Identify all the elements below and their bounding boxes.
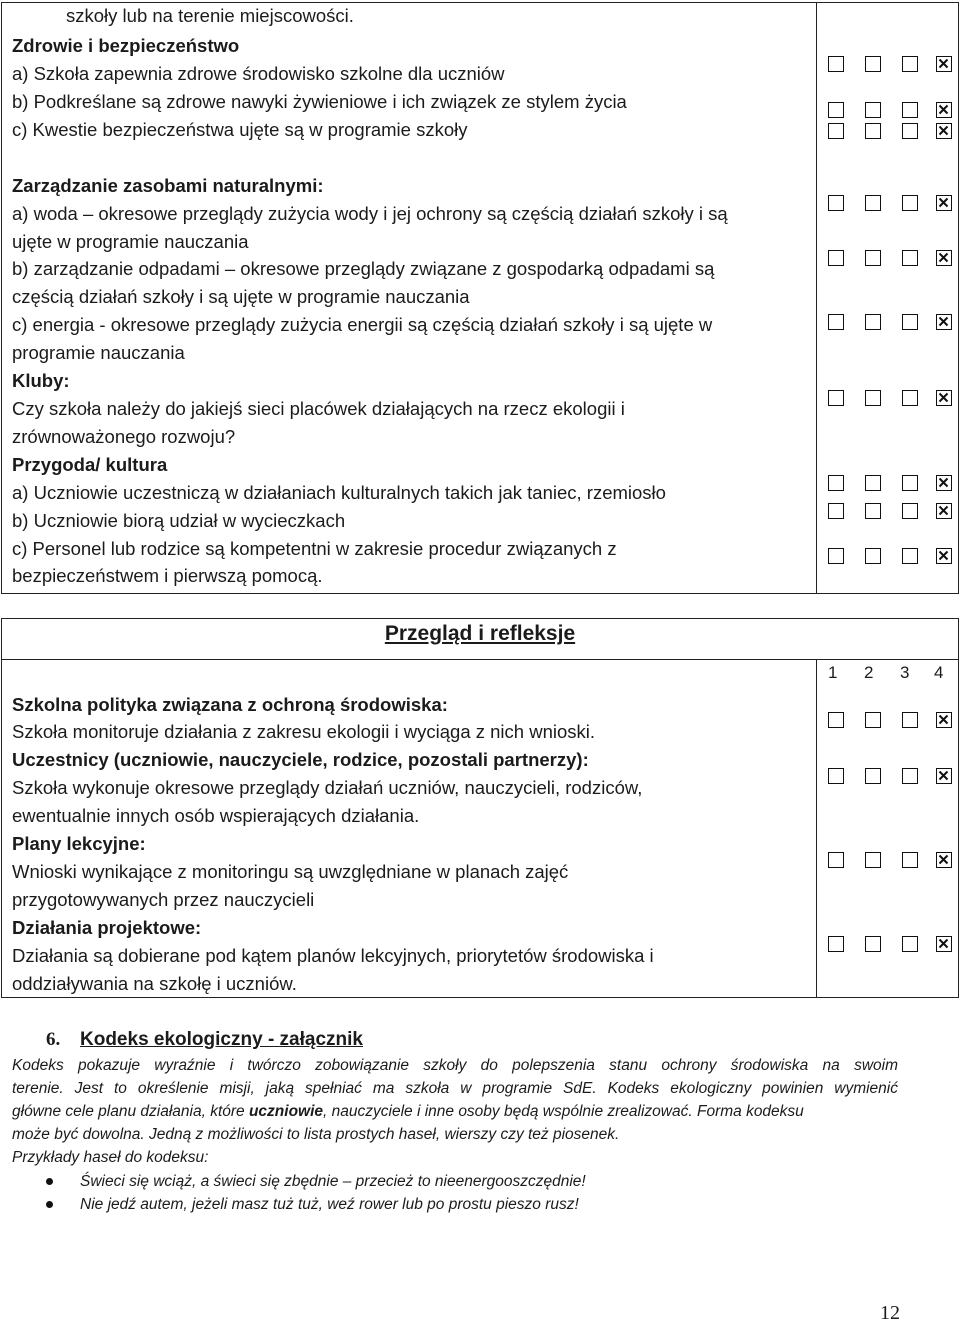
empty-checkbox[interactable] bbox=[902, 56, 918, 72]
policy-line: Szkoła monitoruje działania z zakresu ekologii i wyciąga z nich wnioski. bbox=[12, 721, 596, 742]
code-para-line bbox=[12, 1100, 804, 1123]
empty-checkbox[interactable] bbox=[865, 852, 881, 868]
table-column-divider bbox=[816, 3, 817, 593]
checkbox-row bbox=[828, 475, 952, 493]
empty-checkbox[interactable] bbox=[828, 475, 844, 491]
empty-checkbox[interactable] bbox=[902, 936, 918, 952]
rating-scale-4: 4 bbox=[934, 663, 944, 682]
empty-checkbox[interactable] bbox=[828, 712, 844, 728]
resources-line: c) energia - okresowe przeglądy zużycia energii są częścią działań szkoły i są ujęte w bbox=[12, 314, 713, 335]
empty-checkbox[interactable] bbox=[828, 195, 844, 211]
empty-checkbox[interactable] bbox=[902, 548, 918, 564]
checked-checkbox[interactable] bbox=[936, 102, 952, 118]
checkbox-row bbox=[828, 102, 952, 120]
checkbox-row bbox=[828, 314, 952, 332]
checked-checkbox[interactable] bbox=[936, 56, 952, 72]
cross-mark-icon bbox=[938, 252, 949, 263]
empty-checkbox[interactable] bbox=[865, 102, 881, 118]
empty-checkbox[interactable] bbox=[865, 314, 881, 330]
checkbox-row bbox=[828, 123, 952, 141]
projects-line: oddziaływania na szkołę i uczniów. bbox=[12, 973, 297, 994]
checkbox-row bbox=[828, 250, 952, 268]
checkbox-row bbox=[828, 936, 952, 954]
clubs-line: Czy szkoła należy do jakiejś sieci placówek działających na rzecz ekologii i bbox=[12, 398, 625, 419]
participants-line: Szkoła wykonuje okresowe przeglądy działań uczniów, nauczycieli, rodziców, bbox=[12, 777, 643, 798]
adventure-line: bezpieczeństwem i pierwszą pomocą. bbox=[12, 565, 323, 586]
empty-checkbox[interactable] bbox=[865, 250, 881, 266]
empty-checkbox[interactable] bbox=[828, 250, 844, 266]
empty-checkbox[interactable] bbox=[902, 390, 918, 406]
checked-checkbox[interactable] bbox=[936, 548, 952, 564]
empty-checkbox[interactable] bbox=[828, 768, 844, 784]
review-title: Przegląd i refleksje bbox=[384, 622, 576, 645]
cross-mark-icon bbox=[938, 104, 949, 115]
empty-checkbox[interactable] bbox=[902, 768, 918, 784]
empty-checkbox[interactable] bbox=[865, 195, 881, 211]
empty-checkbox[interactable] bbox=[902, 475, 918, 491]
resources-line: częścią działań szkoły i są ujęte w programie nauczania bbox=[12, 286, 470, 307]
code-para-line: Kodeks pokazuje wyraźnie i twórczo zobowiązanie szkoły do polepszenia stanu ochrony środowiska na swoim bbox=[12, 1057, 898, 1074]
rating-scale-3: 3 bbox=[900, 663, 910, 682]
empty-checkbox[interactable] bbox=[828, 503, 844, 519]
policy-heading: Szkolna polityka związana z ochroną środowiska: bbox=[12, 694, 448, 715]
cross-mark-icon bbox=[938, 550, 949, 561]
empty-checkbox[interactable] bbox=[865, 768, 881, 784]
resources-line: b) zarządzanie odpadami – okresowe przeglądy związane z gospodarką odpadami są bbox=[12, 258, 715, 279]
participants-heading: Uczestnicy (uczniowie, nauczyciele, rodzice, pozostali partnerzy): bbox=[12, 749, 589, 770]
code-para-line: może być dowolna. Jedną z możliwości to lista prostych haseł, wierszy czy też piosenek. bbox=[12, 1126, 620, 1143]
example-slogan: Nie jedź autem, jeżeli masz tuż tuż, weź rower lub po prostu pieszo rusz! bbox=[80, 1196, 579, 1213]
code-section-title: Kodeks ekologiczny - załącznik bbox=[80, 1029, 363, 1050]
health-item-b: b) Podkreślane są zdrowe nawyki żywieniowe i ich związek ze stylem życia bbox=[12, 91, 627, 112]
checkbox-row bbox=[828, 195, 952, 213]
empty-checkbox[interactable] bbox=[902, 503, 918, 519]
checkbox-row bbox=[828, 390, 952, 408]
cross-mark-icon bbox=[938, 58, 949, 69]
adventure-line: a) Uczniowie uczestniczą w działaniach kulturalnych takich jak taniec, rzemiosło bbox=[12, 482, 666, 503]
cross-mark-icon bbox=[938, 854, 949, 865]
empty-checkbox[interactable] bbox=[828, 852, 844, 868]
participants-line: ewentualnie innych osób wspierających działania. bbox=[12, 805, 420, 826]
checked-checkbox[interactable] bbox=[936, 390, 952, 406]
adventure-line: b) Uczniowie biorą udział w wycieczkach bbox=[12, 510, 346, 531]
code-section-number: 6. bbox=[46, 1029, 61, 1050]
bullet-icon bbox=[46, 1201, 53, 1208]
cross-mark-icon bbox=[938, 125, 949, 136]
intro-tail-text: szkoły lub na terenie miejscowości. bbox=[66, 5, 354, 26]
empty-checkbox[interactable] bbox=[902, 314, 918, 330]
empty-checkbox[interactable] bbox=[865, 56, 881, 72]
checkbox-row bbox=[828, 503, 952, 521]
checked-checkbox[interactable] bbox=[936, 768, 952, 784]
rating-scale-2: 2 bbox=[864, 663, 874, 682]
checked-checkbox[interactable] bbox=[936, 250, 952, 266]
checked-checkbox[interactable] bbox=[936, 852, 952, 868]
empty-checkbox[interactable] bbox=[828, 390, 844, 406]
clubs-heading: Kluby: bbox=[12, 370, 70, 391]
code-para-emphasis: uczniowie bbox=[248, 1103, 324, 1120]
code-para-segment: główne cele planu działania, które bbox=[12, 1103, 249, 1120]
checkbox-row bbox=[828, 712, 952, 730]
cross-mark-icon bbox=[938, 770, 949, 781]
empty-checkbox[interactable] bbox=[902, 195, 918, 211]
adventure-heading: Przygoda/ kultura bbox=[12, 454, 168, 475]
empty-checkbox[interactable] bbox=[828, 314, 844, 330]
empty-checkbox[interactable] bbox=[865, 936, 881, 952]
checked-checkbox[interactable] bbox=[936, 123, 952, 139]
empty-checkbox[interactable] bbox=[902, 852, 918, 868]
code-para-segment: , nauczyciele i inne osoby będą wspólnie zrealizować. Forma kodeksu bbox=[323, 1103, 804, 1120]
resources-line: programie nauczania bbox=[12, 342, 185, 363]
cross-mark-icon bbox=[938, 316, 949, 327]
bullet-icon bbox=[46, 1178, 53, 1185]
empty-checkbox[interactable] bbox=[902, 250, 918, 266]
cross-mark-icon bbox=[938, 392, 949, 403]
empty-checkbox[interactable] bbox=[865, 712, 881, 728]
cross-mark-icon bbox=[938, 714, 949, 725]
lessons-line: przygotowywanych przez nauczycieli bbox=[12, 889, 315, 910]
clubs-line: zrównoważonego rozwoju? bbox=[12, 426, 236, 447]
cross-mark-icon bbox=[938, 505, 949, 516]
lessons-line: Wnioski wynikające z monitoringu są uwzględniane w planach zajęć bbox=[12, 861, 569, 882]
review-title-divider bbox=[2, 659, 958, 660]
review-column-divider bbox=[816, 659, 817, 997]
health-heading: Zdrowie i bezpieczeństwo bbox=[12, 35, 240, 56]
empty-checkbox[interactable] bbox=[902, 123, 918, 139]
checkbox-row bbox=[828, 852, 952, 870]
empty-checkbox[interactable] bbox=[865, 390, 881, 406]
checked-checkbox[interactable] bbox=[936, 712, 952, 728]
resources-heading: Zarządzanie zasobami naturalnymi: bbox=[12, 175, 324, 196]
empty-checkbox[interactable] bbox=[902, 712, 918, 728]
health-item-c: c) Kwestie bezpieczeństwa ujęte są w programie szkoły bbox=[12, 119, 468, 140]
cross-mark-icon bbox=[938, 477, 949, 488]
empty-checkbox[interactable] bbox=[902, 102, 918, 118]
checked-checkbox[interactable] bbox=[936, 314, 952, 330]
empty-checkbox[interactable] bbox=[828, 56, 844, 72]
examples-label: Przykłady haseł do kodeksu: bbox=[12, 1149, 209, 1166]
empty-checkbox[interactable] bbox=[828, 548, 844, 564]
cross-mark-icon bbox=[938, 197, 949, 208]
projects-heading: Działania projektowe: bbox=[12, 917, 202, 938]
empty-checkbox[interactable] bbox=[828, 936, 844, 952]
example-slogan: Świeci się wciąż, a świeci się zbędnie – przecież to nieenergooszczędnie! bbox=[80, 1173, 586, 1190]
empty-checkbox[interactable] bbox=[865, 475, 881, 491]
cross-mark-icon bbox=[938, 938, 949, 949]
projects-line: Działania są dobierane pod kątem planów lekcyjnych, priorytetów środowiska i bbox=[12, 945, 654, 966]
lessons-heading: Plany lekcyjne: bbox=[12, 833, 146, 854]
empty-checkbox[interactable] bbox=[828, 123, 844, 139]
page-number: 12 bbox=[880, 1302, 900, 1324]
empty-checkbox[interactable] bbox=[865, 503, 881, 519]
checkbox-row bbox=[828, 56, 952, 74]
resources-line: ujęte w programie nauczania bbox=[12, 231, 249, 252]
empty-checkbox[interactable] bbox=[865, 123, 881, 139]
resources-line: a) woda – okresowe przeglądy zużycia wody i jej ochrony są częścią działań szkoły i są bbox=[12, 203, 728, 224]
checkbox-row bbox=[828, 768, 952, 786]
checked-checkbox[interactable] bbox=[936, 475, 952, 491]
empty-checkbox[interactable] bbox=[865, 548, 881, 564]
checked-checkbox[interactable] bbox=[936, 936, 952, 952]
checked-checkbox[interactable] bbox=[936, 503, 952, 519]
health-item-a: a) Szkoła zapewnia zdrowe środowisko szkolne dla uczniów bbox=[12, 63, 505, 84]
checkbox-row bbox=[828, 548, 952, 566]
code-para-line: terenie. Jest to określenie misji, jaką spełniać ma szkoła w programie SdE. Kodeks ekologiczny powinien wymienić bbox=[12, 1080, 898, 1097]
rating-scale-1: 1 bbox=[828, 663, 838, 682]
empty-checkbox[interactable] bbox=[828, 102, 844, 118]
adventure-line: c) Personel lub rodzice są kompetentni w zakresie procedur związanych z bbox=[12, 538, 617, 559]
checked-checkbox[interactable] bbox=[936, 195, 952, 211]
